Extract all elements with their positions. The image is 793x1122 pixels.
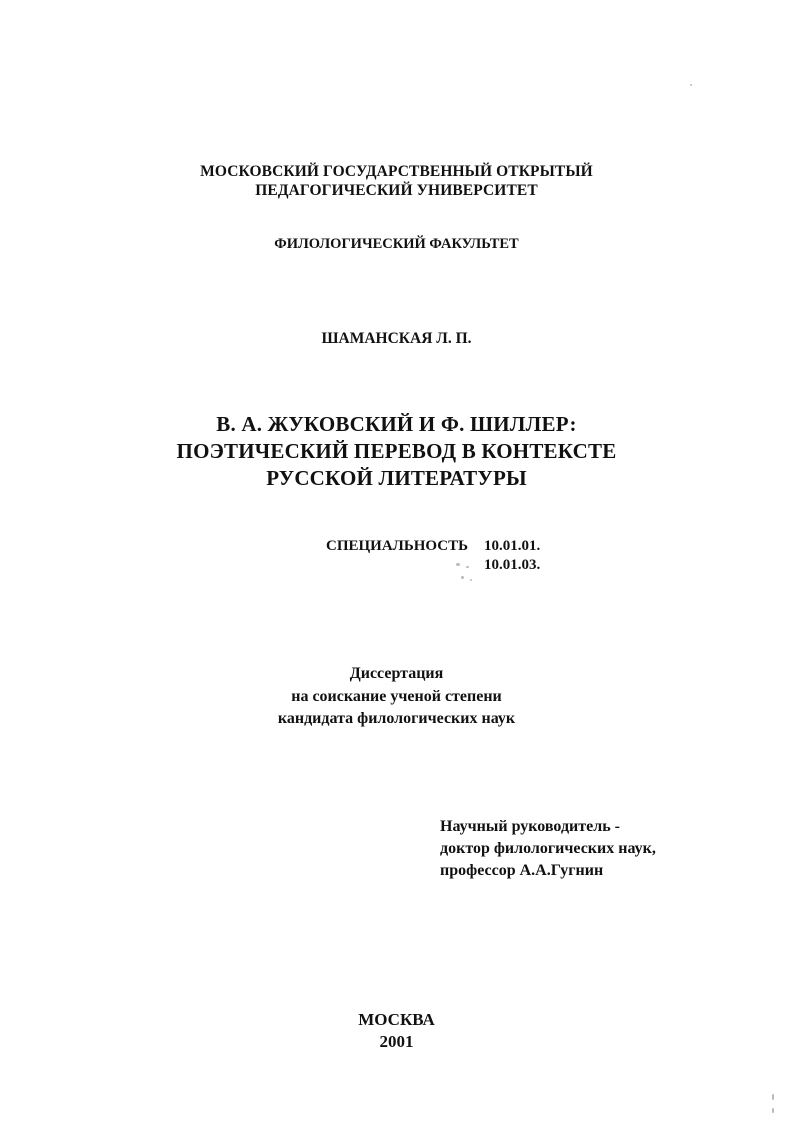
scan-speck xyxy=(690,84,692,86)
thesis-title-line3: РУССКОЙ ЛИТЕРАТУРЫ xyxy=(266,466,527,490)
dissertation-line1: Диссертация xyxy=(349,665,444,682)
supervisor-line1: Научный руководитель - xyxy=(440,818,620,835)
dissertation-line3: кандидата филологических наук xyxy=(277,710,516,727)
supervisor-line3: профессор А.А.Гугнин xyxy=(440,862,604,879)
scan-speck xyxy=(470,579,472,581)
specialty-label: СПЕЦИАЛЬНОСТЬ xyxy=(326,538,469,554)
thesis-title-line2: ПОЭТИЧЕСКИЙ ПЕРЕВОД В КОНТЕКСТЕ xyxy=(176,439,617,463)
university-name-line2: ПЕДАГОГИЧЕСКИЙ УНИВЕРСИТЕТ xyxy=(255,182,538,199)
scan-speck xyxy=(772,1108,774,1113)
specialty-code-2: 10.01.03. xyxy=(484,557,541,573)
thesis-title-line1: В. А. ЖУКОВСКИЙ И Ф. ШИЛЛЕР: xyxy=(216,412,577,436)
scan-speck xyxy=(772,1094,774,1100)
university-name-line1: МОСКОВСКИЙ ГОСУДАРСТВЕННЫЙ ОТКРЫТЫЙ xyxy=(200,163,593,180)
dissertation-line2: на соискание ученой степени xyxy=(291,688,502,705)
author-name: ШАМАНСКАЯ Л. П. xyxy=(321,330,472,347)
scan-speck xyxy=(461,576,464,579)
scan-speck xyxy=(456,563,460,566)
city: МОСКВА xyxy=(358,1010,435,1029)
faculty-name: ФИЛОЛОГИЧЕСКИЙ ФАКУЛЬТЕТ xyxy=(274,236,519,252)
specialty-code-1: 10.01.01. xyxy=(484,538,541,554)
scan-speck xyxy=(466,566,469,568)
supervisor-line2: доктор филологических наук, xyxy=(440,840,656,857)
year: 2001 xyxy=(379,1032,414,1051)
